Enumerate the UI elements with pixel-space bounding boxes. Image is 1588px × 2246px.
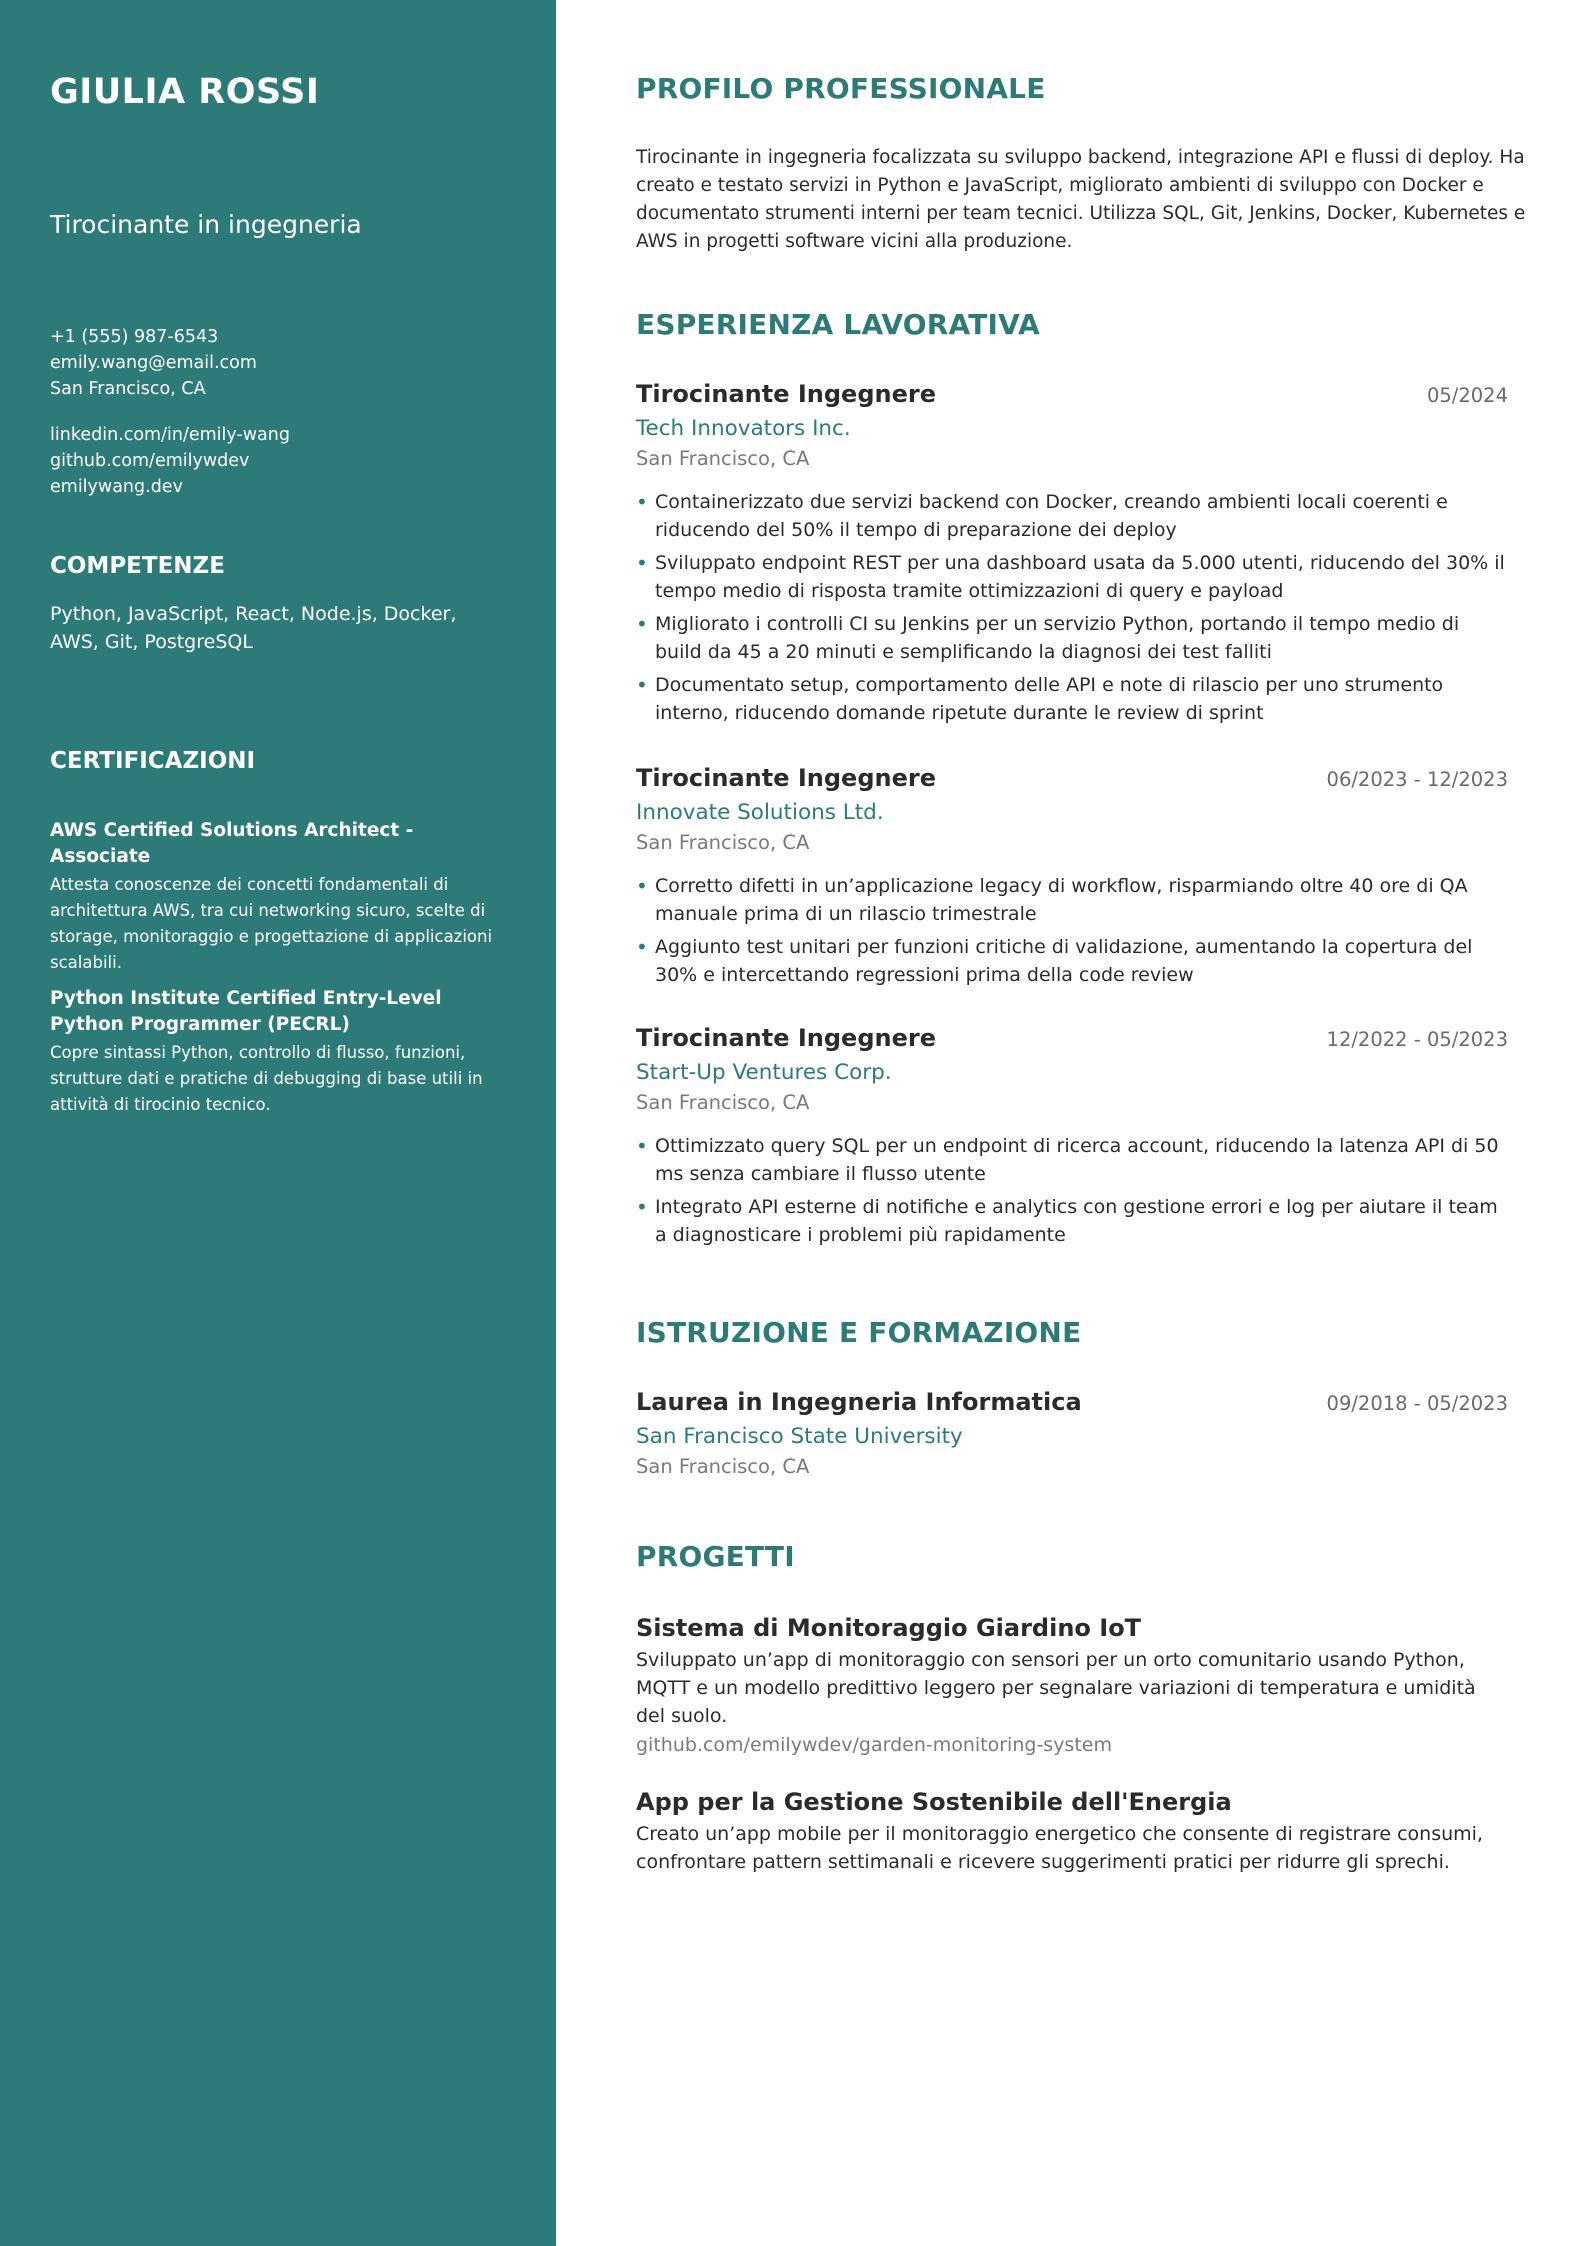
company-name: Start-Up Ventures Corp. bbox=[636, 1060, 892, 1085]
bullet-icon: • bbox=[636, 551, 648, 575]
bullet-icon: • bbox=[636, 673, 648, 697]
job-entry bbox=[636, 764, 1508, 994]
cert-item bbox=[50, 818, 506, 976]
certifications-list bbox=[50, 818, 506, 1128]
phone-text: +1 (555) 987-6543 bbox=[50, 327, 219, 347]
bullet-icon: • bbox=[636, 612, 648, 636]
job-bullets bbox=[636, 488, 1508, 727]
project-description: Creato un’app mobile per il monitoraggio energetico che consente di registrare consumi, confrontare pattern settimanali e ricevere suggerimenti pratici per ridurre gli sprechi. bbox=[636, 1823, 1483, 1873]
website-link[interactable]: emilywang.dev bbox=[50, 477, 183, 497]
job-title: Tirocinante Ingegnere bbox=[636, 764, 936, 792]
education-date: 09/2018 - 05/2023 bbox=[1326, 1392, 1508, 1415]
job-bullets bbox=[636, 1132, 1508, 1249]
bullet-icon: • bbox=[636, 490, 648, 514]
certifications-heading: CERTIFICAZIONI bbox=[50, 748, 256, 774]
education-entry bbox=[636, 1388, 1508, 1478]
project-description: Sviluppato un’app di monitoraggio con sensori per un orto comunitario usando Python, MQTT e un modello predittivo leggero per segnalare variazioni di temperatura e umidità del suolo. bbox=[636, 1649, 1476, 1727]
skills-list: Python, JavaScript, React, Node.js, Docker, AWS, Git, PostgreSQL bbox=[50, 603, 457, 653]
list-item: • Sviluppato endpoint REST per una dashboard usata da 5.000 utenti, riducendo del 30% il tempo medio di risposta tramite ottimizzazioni di query e payload bbox=[636, 551, 1505, 602]
job-date: 05/2024 bbox=[1426, 384, 1508, 407]
education-heading: ISTRUZIONE E FORMAZIONE bbox=[636, 1316, 1082, 1349]
list-item: • Documentato setup, comportamento delle API e note di rilascio per uno strumento interno, riducendo domande ripetute durante le review di sprint bbox=[636, 673, 1444, 724]
degree-title: Laurea in Ingegneria Informatica bbox=[636, 1388, 1082, 1416]
list-item: • Containerizzato due servizi backend con Docker, creando ambienti locali coerenti e riducendo del 50% il tempo di preparazione dei deploy bbox=[636, 490, 1448, 541]
candidate-title: Tirocinante in ingegneria bbox=[50, 210, 362, 239]
bullet-icon: • bbox=[636, 935, 648, 959]
job-entry bbox=[636, 1024, 1508, 1254]
project-link[interactable]: github.com/emilywdev/garden-monitoring-system bbox=[636, 1734, 1112, 1756]
school-location: San Francisco, CA bbox=[636, 1455, 810, 1478]
project-entry bbox=[636, 1614, 1508, 1756]
bullet-icon: • bbox=[636, 1134, 648, 1158]
list-item: • Aggiunto test unitari per funzioni critiche di validazione, aumentando la copertura del 30% e intercettando regressioni prima della code review bbox=[636, 935, 1473, 986]
bullet-icon: • bbox=[636, 874, 648, 898]
company-name: Innovate Solutions Ltd. bbox=[636, 800, 884, 825]
job-location: San Francisco, CA bbox=[636, 831, 810, 854]
list-item: • Integrato API esterne di notifiche e analytics con gestione errori e log per aiutare il team a diagnosticare i problemi più rapidamente bbox=[636, 1195, 1498, 1246]
job-date: 06/2023 - 12/2023 bbox=[1326, 768, 1508, 791]
cert-title: Python Institute Certified Entry-Level Python Programmer (PECRL) bbox=[50, 988, 442, 1035]
job-location: San Francisco, CA bbox=[636, 447, 810, 470]
job-bullets bbox=[636, 872, 1508, 989]
job-date: 12/2022 - 05/2023 bbox=[1326, 1028, 1508, 1051]
experience-heading: ESPERIENZA LAVORATIVA bbox=[636, 308, 1041, 341]
list-item: • Ottimizzato query SQL per un endpoint di ricerca account, riducendo la latenza API di 50 ms senza cambiare il flusso utente bbox=[636, 1134, 1499, 1185]
company-name: Tech Innovators Inc. bbox=[636, 416, 851, 441]
linkedin-link[interactable]: linkedin.com/in/emily-wang bbox=[50, 425, 290, 445]
job-location: San Francisco, CA bbox=[636, 1091, 810, 1114]
list-item: • Migliorato i controlli CI su Jenkins per un servizio Python, portando il tempo medio di build da 45 a 20 minuti e semplificando la diagnosi dei test falliti bbox=[636, 612, 1460, 663]
bullet-icon: • bbox=[636, 1195, 648, 1219]
main-content bbox=[556, 0, 1588, 2246]
cert-item bbox=[50, 986, 506, 1118]
profile-summary: Tirocinante in ingegneria focalizzata su sviluppo backend, integrazione API e flussi di deploy. Ha creato e testato servizi in Python e JavaScript, migliorato ambienti di sviluppo con Docker e documentato strumenti interni per team tecnici. Utilizza SQL, Git, Jenkins, Docker, Kubernetes e AWS in progetti software vicini alla produzione. bbox=[636, 147, 1526, 252]
job-title: Tirocinante Ingegnere bbox=[636, 1024, 936, 1052]
contact-info bbox=[50, 324, 257, 402]
sidebar bbox=[0, 0, 556, 2246]
projects-heading: PROGETTI bbox=[636, 1540, 795, 1573]
job-title: Tirocinante Ingegnere bbox=[636, 380, 936, 408]
candidate-name: GIULIA ROSSI bbox=[50, 72, 320, 112]
location-text: San Francisco, CA bbox=[50, 379, 206, 399]
email-link[interactable]: emily.wang@email.com bbox=[50, 353, 257, 373]
github-link[interactable]: github.com/emilywdev bbox=[50, 451, 250, 471]
school-name: San Francisco State University bbox=[636, 1424, 963, 1449]
skills-heading: COMPETENZE bbox=[50, 553, 225, 579]
project-title: App per la Gestione Sostenibile dell'Energia bbox=[636, 1788, 1232, 1816]
project-title: Sistema di Monitoraggio Giardino IoT bbox=[636, 1614, 1142, 1642]
cert-title: AWS Certified Solutions Architect - Associate bbox=[50, 820, 414, 867]
job-entry bbox=[636, 380, 1508, 732]
project-entry bbox=[636, 1788, 1508, 1876]
cert-description: Attesta conoscenze dei concetti fondamentali di architettura AWS, tra cui networking sicuro, scelte di storage, monitoraggio e progettazione di applicazioni scalabili. bbox=[50, 875, 493, 972]
cert-description: Copre sintassi Python, controllo di flusso, funzioni, strutture dati e pratiche di debugging di base utili in attività di tirocinio tecnico. bbox=[50, 1043, 483, 1114]
list-item: • Corretto difetti in un’applicazione legacy di workflow, risparmiando oltre 40 ore di QA manuale prima di un rilascio trimestrale bbox=[636, 874, 1468, 925]
profile-links bbox=[50, 422, 290, 500]
profile-heading: PROFILO PROFESSIONALE bbox=[636, 72, 1046, 105]
